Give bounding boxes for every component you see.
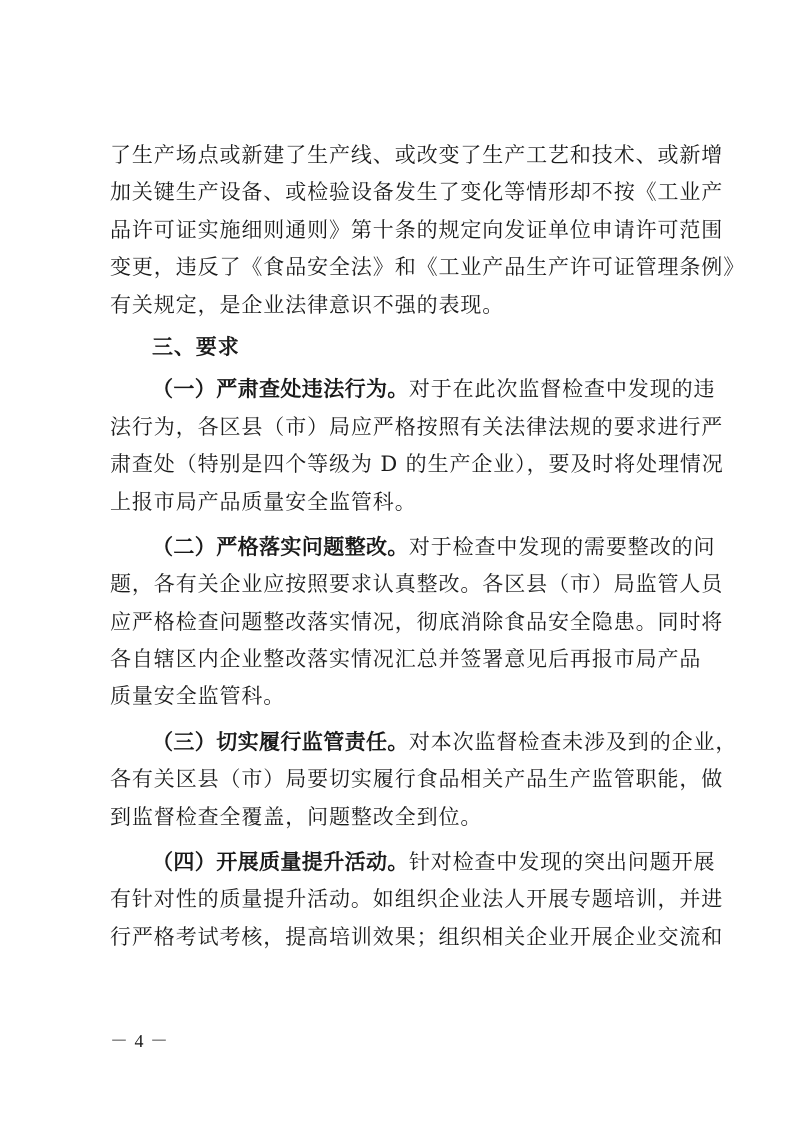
text-line: 有关规定，是企业法律意识不强的表现。 bbox=[110, 292, 505, 317]
text-line: 到监督检查全覆盖，问题整改全到位。 bbox=[110, 804, 483, 829]
text-line bbox=[110, 844, 716, 881]
text-line: 应严格检查问题整改落实情况，彻底消除食品安全隐患。同时将 bbox=[110, 609, 724, 634]
text-line bbox=[110, 529, 716, 566]
text-line: 行严格考试考核，提高培训效果；组织相关企业开展企业交流和 bbox=[110, 924, 724, 949]
requirement-item-3 bbox=[110, 724, 738, 836]
document-body bbox=[110, 137, 746, 956]
text-line: 质量安全监管科。 bbox=[110, 684, 286, 709]
text-line: 法行为，各区县（市）局应严格按照有关法律法规的要求进行严 bbox=[110, 414, 724, 439]
item-heading: （四）开展质量提升活动。 bbox=[152, 850, 409, 875]
text-line: 变更，违反了《食品安全法》和《工业产品生产许可证管理条例》 bbox=[110, 255, 746, 280]
text-line: 上报市局产品质量安全监管科。 bbox=[110, 489, 417, 514]
text-line: 各自辖区内企业整改落实情况汇总并签署意见后再报市局产品 bbox=[110, 647, 702, 672]
item-text: 针对检查中发现的突出问题开展 bbox=[408, 850, 716, 875]
text-line: 各有关区县（市）局要切实履行食品相关产品生产监管职能，做 bbox=[110, 767, 724, 792]
text-line bbox=[110, 724, 738, 761]
text-line: 肃查处（特别是四个等级为 D 的生产企业），要及时将处理情况 bbox=[110, 452, 724, 477]
item-text: 对于在此次监督检查中发现的违 bbox=[408, 377, 716, 402]
item-heading: （二）严格落实问题整改。 bbox=[152, 534, 409, 559]
item-heading: （三）切实履行监管责任。 bbox=[152, 729, 409, 754]
item-text: 对于检查中发现的需要整改的问 bbox=[408, 534, 716, 559]
requirement-item-1 bbox=[110, 371, 724, 521]
section-heading: 三、要求 bbox=[152, 333, 240, 359]
text-line bbox=[110, 371, 716, 408]
item-text: 对本次监督检查未涉及到的企业， bbox=[408, 729, 738, 754]
text-line: 品许可证实施细则通则》第十条的规定向发证单位申请许可范围 bbox=[110, 217, 724, 242]
item-heading: （一）严肃查处违法行为。 bbox=[152, 377, 409, 402]
requirement-item-2 bbox=[110, 529, 724, 716]
text-line: 有针对性的质量提升活动。如组织企业法人开展专题培训，并进 bbox=[110, 887, 724, 912]
text-line: 加关键生产设备、或检验设备发生了变化等情形却不按《工业产 bbox=[110, 180, 724, 205]
requirement-item-4 bbox=[110, 844, 724, 956]
intro-paragraph bbox=[110, 137, 746, 324]
text-line: 了生产场点或新建了生产线、或改变了生产工艺和技术、或新增 bbox=[110, 143, 724, 167]
text-line: 题，各有关企业应按照要求认真整改。各区县（市）局监管人员 bbox=[110, 572, 724, 597]
page-number: － 4 － bbox=[110, 1031, 169, 1051]
